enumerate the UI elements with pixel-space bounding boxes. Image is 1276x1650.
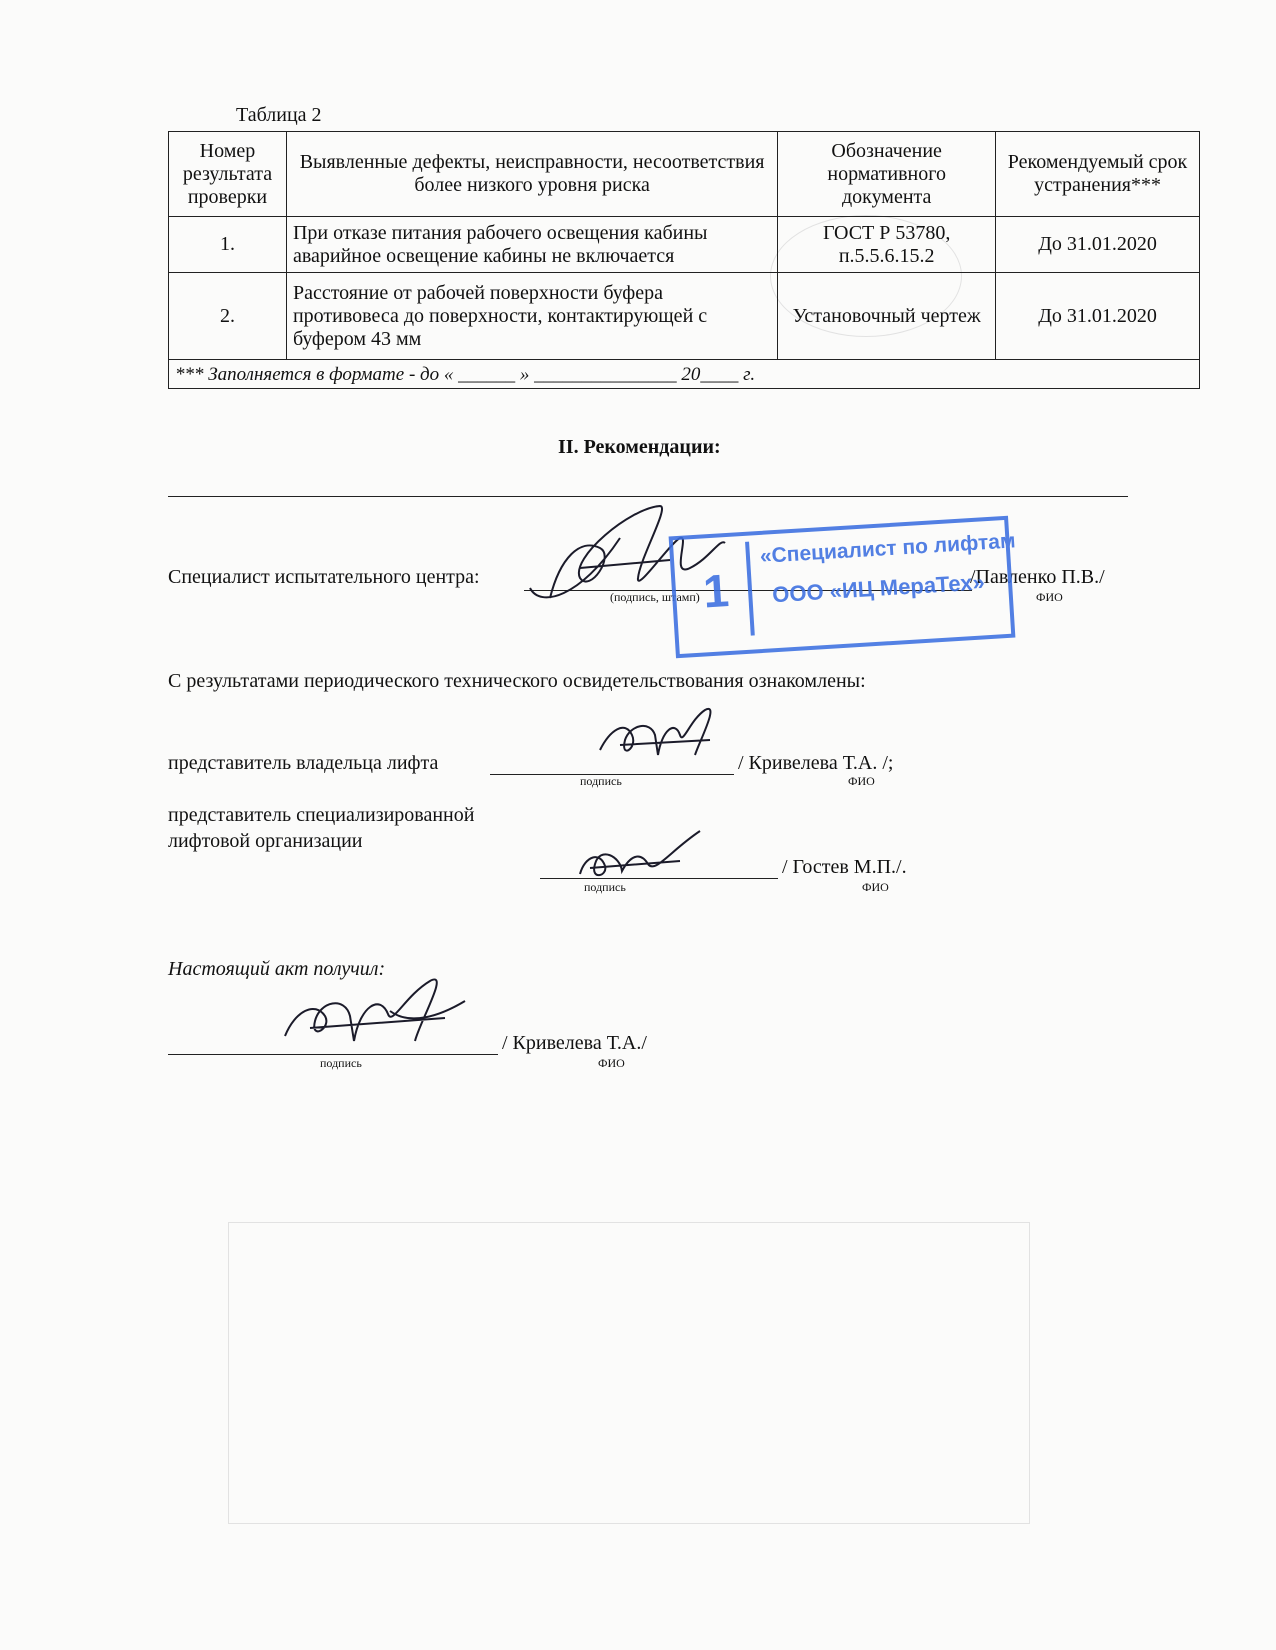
owner-rep-sign-hint: подпись [580, 774, 622, 788]
table-footnote-row [169, 360, 1200, 389]
org-rep-fio: ФИО [862, 880, 889, 894]
header-num: Номер результата проверки [169, 132, 287, 217]
recommendations-blank-line [168, 496, 1128, 497]
row-defect: Расстояние от рабочей поверхности буфера противовеса до поверхности, контактирующей с буфером 43 мм [286, 273, 777, 360]
org-rep-sign-hint: подпись [584, 880, 626, 894]
org-rep-label-line2: лифтовой организации [168, 830, 363, 852]
stamp-line1: «Специалист по лифтам [759, 529, 1017, 568]
receiver-signature-line [168, 1054, 498, 1055]
stamp-line2: ООО «ИЦ МераТех» [771, 569, 986, 608]
receiver-name: / Кривелева Т.А./ [502, 1032, 647, 1054]
org-rep-label-line1: представитель специализированной [168, 804, 475, 826]
defects-table [168, 131, 1200, 389]
organization-stamp [669, 516, 1016, 659]
table-footnote: *** Заполняется в формате - до « ______ » _______________ 20____ г. [169, 360, 1200, 389]
receiver-label: Настоящий акт получил: [168, 958, 386, 980]
owner-rep-label: представитель владельца лифта [168, 752, 439, 774]
specialist-sign-hint: (подпись, штамп) [610, 590, 700, 604]
recommendations-heading: II. Рекомендации: [558, 436, 721, 458]
row-term: До 31.01.2020 [996, 217, 1200, 273]
stamp-number: 1 [681, 542, 755, 640]
header-defects: Выявленные дефекты, неисправности, несоответствия более низкого уровня риска [286, 132, 777, 217]
owner-rep-signature-icon [580, 700, 750, 780]
row-num: 2. [169, 273, 287, 360]
owner-rep-name: / Кривелева Т.А. /; [738, 752, 894, 774]
specialist-label: Специалист испытательного центра: [168, 566, 480, 588]
reverse-side-table-shadow [228, 1222, 1030, 1524]
owner-rep-fio: ФИО [848, 774, 875, 788]
specialist-name: /Павленко П.В./ [970, 566, 1105, 588]
table-row [169, 273, 1200, 360]
org-rep-signature-line [540, 878, 778, 879]
specialist-fio: ФИО [1036, 590, 1063, 604]
receiver-sign-hint: подпись [320, 1056, 362, 1070]
table-header-row [169, 132, 1200, 217]
table-caption: Таблица 2 [236, 104, 322, 126]
row-doc: ГОСТ Р 53780, п.5.5.6.15.2 [778, 217, 996, 273]
row-doc: Установочный чертеж [778, 273, 996, 360]
row-term: До 31.01.2020 [996, 273, 1200, 360]
header-term: Рекомендуемый срок устранения*** [996, 132, 1200, 217]
table-row [169, 217, 1200, 273]
org-rep-name: / Гостев М.П./. [782, 856, 907, 878]
header-doc: Обозначение нормативного документа [778, 132, 996, 217]
row-defect: При отказе питания рабочего освещения кабины аварийное освещение кабины не включается [286, 217, 777, 273]
row-num: 1. [169, 217, 287, 273]
receiver-fio: ФИО [598, 1056, 625, 1070]
receiver-signature-icon [270, 966, 480, 1066]
acquainted-text: С результатами периодического технического освидетельствования ознакомлены: [168, 670, 866, 692]
